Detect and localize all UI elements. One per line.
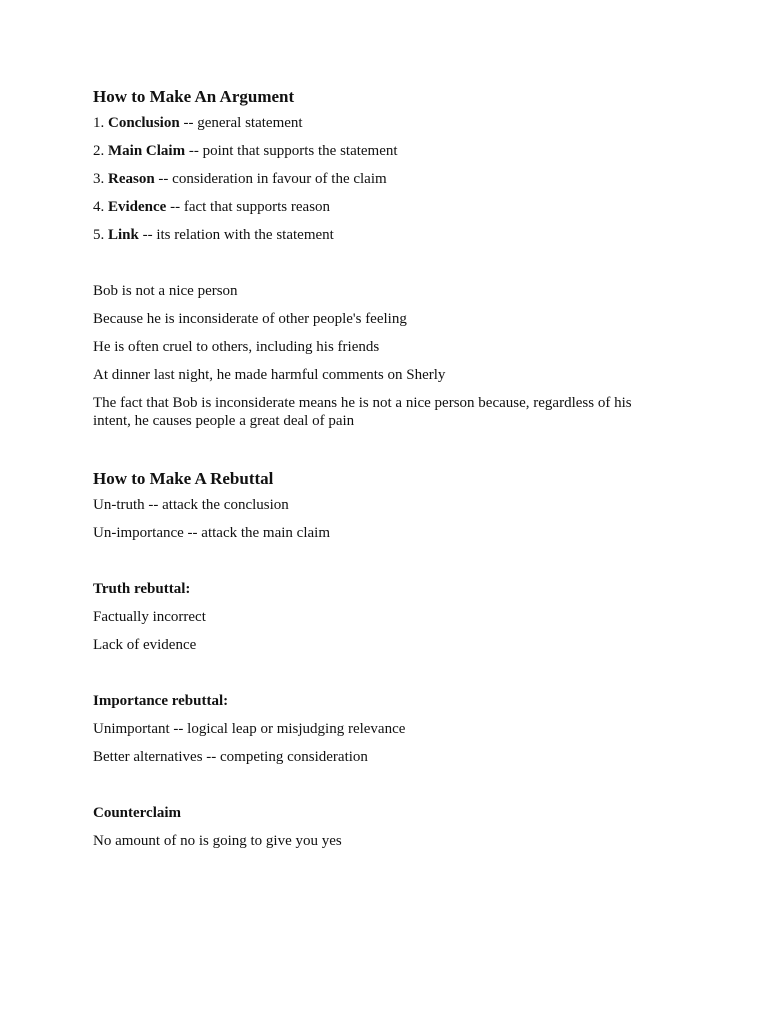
importance-rebuttal-title: Importance rebuttal: (93, 693, 229, 709)
item-number: 5. (93, 227, 108, 243)
importance-line-1: Unimportant -- logical leap or misjudging relevance (93, 721, 406, 737)
truth-line-2: Lack of evidence (93, 637, 197, 653)
item-term: Reason (108, 171, 155, 187)
spacer (93, 776, 673, 804)
spacer (93, 664, 673, 692)
argument-item-4 (93, 198, 673, 216)
spacer (93, 440, 673, 468)
example-line-5: The fact that Bob is inconsiderate means he is not a nice person because, regardless of his intent, he causes people a great deal of pain (93, 395, 632, 429)
argument-item-2 (93, 142, 673, 160)
example-line-3: He is often cruel to others, including his friends (93, 339, 380, 355)
counterclaim-title: Counterclaim (93, 805, 182, 821)
rebuttal-line-2: Un-importance -- attack the main claim (93, 525, 330, 541)
example-line-4: At dinner last night, he made harmful comments on Sherly (93, 367, 446, 383)
argument-heading: How to Make An Argument (93, 87, 295, 106)
argument-item-1 (93, 114, 673, 132)
item-term: Main Claim (108, 143, 186, 159)
subhead-text: Truth rebuttal (93, 581, 186, 597)
truth-line-1: Factually incorrect (93, 609, 206, 625)
item-number: 2. (93, 143, 108, 159)
document-page (93, 86, 673, 860)
item-description: -- fact that supports reason (166, 199, 331, 215)
item-term: Conclusion (108, 115, 180, 131)
rebuttal-line-1: Un-truth -- attack the conclusion (93, 497, 289, 513)
truth-rebuttal-title (93, 580, 673, 598)
counterclaim-line-1: No amount of no is going to give you yes (93, 833, 342, 849)
importance-line-2: Better alternatives -- competing consideration (93, 749, 368, 765)
item-number: 4. (93, 199, 108, 215)
argument-item-5 (93, 226, 673, 244)
item-description: -- consideration in favour of the claim (154, 171, 387, 187)
argument-item-3 (93, 170, 673, 188)
item-number: 1. (93, 115, 108, 131)
item-description: -- general statement (179, 115, 303, 131)
item-number: 3. (93, 171, 108, 187)
spacer (93, 552, 673, 580)
subhead-colon: : (185, 581, 191, 597)
item-description: -- its relation with the statement (138, 227, 334, 243)
spacer (93, 254, 673, 282)
item-term: Link (108, 227, 139, 243)
example-line-2: Because he is inconsiderate of other people's feeling (93, 311, 407, 327)
item-term: Evidence (108, 199, 167, 215)
example-line-1: Bob is not a nice person (93, 283, 238, 299)
rebuttal-heading: How to Make A Rebuttal (93, 469, 274, 488)
item-description: -- point that supports the statement (185, 143, 398, 159)
